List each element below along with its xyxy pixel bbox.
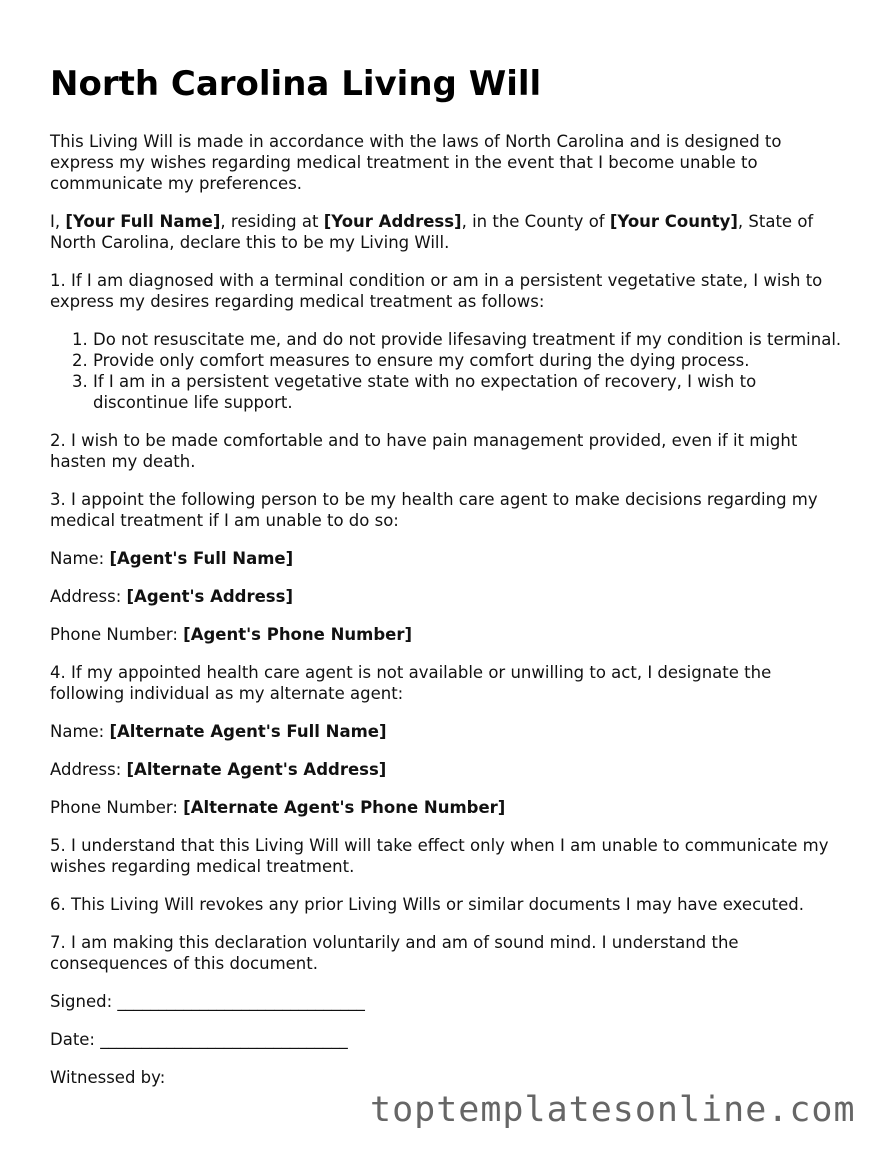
witness-line: Witnessed by: (50, 1068, 166, 1087)
alternate-phone-field: [Alternate Agent's Phone Number] (183, 798, 506, 817)
item-7: 7. I am making this declaration voluntarily and am of sound mind. I understand the consequences of this document. (50, 933, 739, 973)
item-6: 6. This Living Will revokes any prior Living Wills or similar documents I may have executed. (50, 895, 804, 914)
declaration-paragraph (50, 211, 850, 253)
alternate-address-field: [Alternate Agent's Address] (126, 760, 387, 779)
alternate-address-line (50, 759, 850, 780)
agent-address-label: Address: (50, 587, 127, 606)
declaration-text-1: I, (50, 212, 66, 231)
agent-name-line (50, 548, 850, 569)
agent-phone-field: [Agent's Phone Number] (183, 625, 413, 644)
alternate-name-field: [Alternate Agent's Full Name] (109, 722, 387, 741)
agent-name-field: [Agent's Full Name] (109, 549, 294, 568)
agent-address-field: [Agent's Address] (126, 587, 293, 606)
item-3: 3. I appoint the following person to be my health care agent to make decisions regarding my medical treatment if I am unable to do so: (50, 490, 818, 530)
list-item: 3. If I am in a persistent vegetative state with no expectation of recovery, I wish to discontinue life support. (93, 371, 850, 413)
document-page (50, 62, 850, 1105)
agent-phone-line (50, 624, 850, 645)
item-4: 4. If my appointed health care agent is not available or unwilling to act, I designate the following individual as my alternate agent: (50, 663, 772, 703)
alternate-name-label: Name: (50, 722, 110, 741)
declaration-text-3: , in the County of (461, 212, 610, 231)
agent-name-label: Name: (50, 549, 110, 568)
your-full-name-field: [Your Full Name] (65, 212, 221, 231)
document-title: North Carolina Living Will (50, 64, 542, 104)
declaration-text-2: , residing at (220, 212, 324, 231)
watermark: toptemplatesonline.com (370, 1090, 856, 1130)
signature-line: Signed: ______________________________ (50, 992, 365, 1011)
agent-phone-label: Phone Number: (50, 625, 184, 644)
intro-paragraph: This Living Will is made in accordance with the laws of North Carolina and is designed to express my wishes regarding medical treatment in the event that I become unable to communicate my preferences. (50, 132, 782, 193)
alternate-phone-label: Phone Number: (50, 798, 184, 817)
declaration-text-4: , State of North Carolina, declare this to be my Living Will. (50, 212, 814, 252)
date-line: Date: ______________________________ (50, 1030, 348, 1049)
list-item: 2. Provide only comfort measures to ensure my comfort during the dying process. (93, 350, 850, 371)
alternate-address-label: Address: (50, 760, 127, 779)
agent-address-line (50, 586, 850, 607)
wishes-list (50, 329, 850, 413)
item-5: 5. I understand that this Living Will will take effect only when I am unable to communicate my wishes regarding medical treatment. (50, 836, 829, 876)
alternate-phone-line (50, 797, 850, 818)
item-1: 1. If I am diagnosed with a terminal condition or am in a persistent vegetative state, I wish to express my desires regarding medical treatment as follows: (50, 271, 823, 311)
your-county-field: [Your County] (609, 212, 738, 231)
list-item: 1. Do not resuscitate me, and do not provide lifesaving treatment if my condition is terminal. (93, 329, 850, 350)
item-2: 2. I wish to be made comfortable and to have pain management provided, even if it might hasten my death. (50, 431, 798, 471)
your-address-field: [Your Address] (323, 212, 462, 231)
alternate-name-line (50, 721, 850, 742)
